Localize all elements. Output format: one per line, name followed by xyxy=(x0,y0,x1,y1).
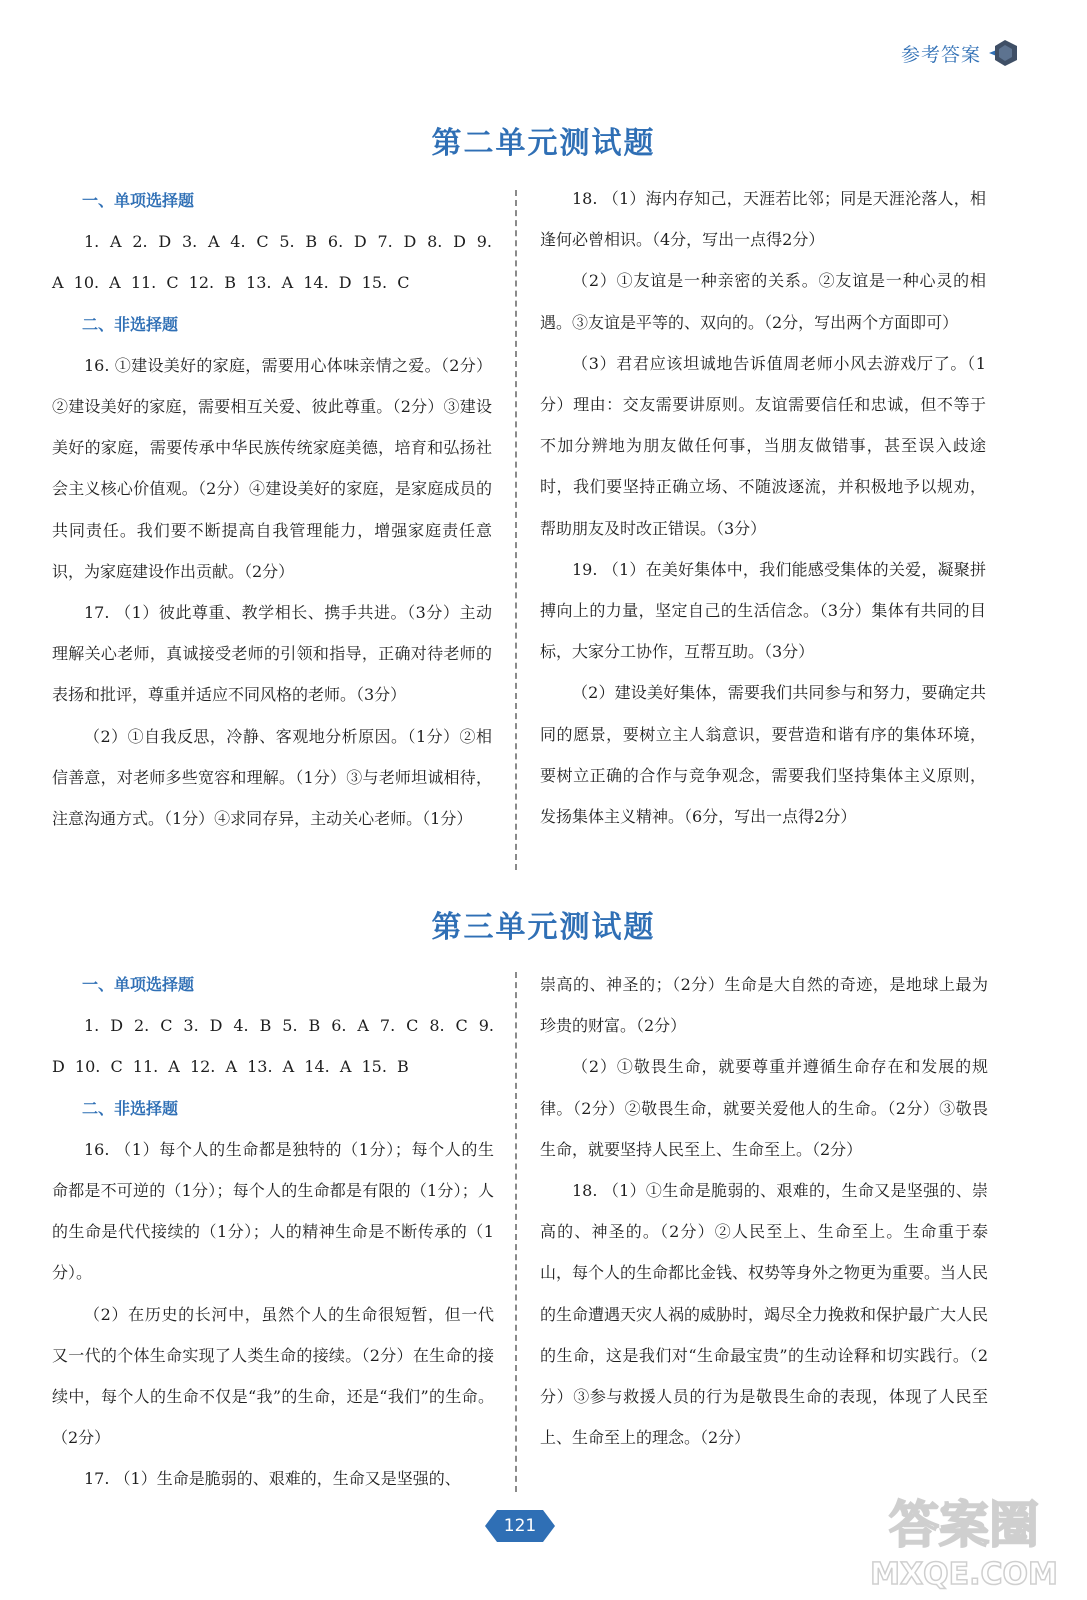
column-divider xyxy=(515,190,517,870)
answer-paragraph: 17. （1）彼此尊重、教学相长、携手共进。（3分）主动理解关心老师，真诚接受老师的引领和指导，正确对待老师的表扬和批评，尊重并适应不同风格的老师。（3分） xyxy=(52,603,492,705)
answer-paragraph: 16. ①建设美好的家庭，需要用心体味亲情之爱。（2分）②建设美好的家庭，需要相互关爱、彼此尊重。（2分）③建设美好的家庭，需要传承中华民族传统家庭美德，培育和弘扬社会主义核心价值观。（2分）④建设美好的家庭，是家庭成员的共同责任。我们要不断提高自我管理能力，增强家庭责任意识，为家庭建设作出贡献。（2分） xyxy=(52,355,492,581)
section-heading: 一、单项选择题 xyxy=(82,191,195,210)
column-divider xyxy=(515,972,517,1492)
section-heading: 一、单项选择题 xyxy=(82,975,195,994)
answer-paragraph: 17. （1）生命是脆弱的、艰难的，生命又是坚强的、 xyxy=(84,1469,461,1489)
page-number: 121 xyxy=(503,1516,537,1536)
watermark-line2: MXQE.COM xyxy=(870,1557,1058,1592)
unit2-left-column xyxy=(52,180,492,839)
answer-paragraph: （3）君君应该坦诚地告诉值周老师小风去游戏厅了。（1分）理由：交友需要讲原则。友谊需要信任和忠诚，但不等于不加分辨地为朋友做任何事，当朋友做错事，甚至误入歧途时，我们要坚持正确立场、不随波逐流，并积极地予以规劝，帮助朋友及时改正错误。（3分） xyxy=(540,353,986,538)
section-heading: 二、非选择题 xyxy=(82,314,179,334)
unit3-left-column xyxy=(52,964,494,1500)
hexagon-badge-icon xyxy=(987,38,1023,68)
section-heading: 二、非选择题 xyxy=(82,1098,179,1118)
answer-paragraph: （2）建设美好集体，需要我们共同参与和努力，要确定共同的愿景，要树立主人翁意识，要营造和谐有序的集体环境，要树立正确的合作与竞争观念，需要我们坚持集体主义原则，发扬集体主义精神。（6分，写出一点得2分） xyxy=(540,683,986,827)
choice-answers: 1. A 2. D 3. A 4. C 5. B 6. D 7. D 8. D 9. A 10. A 11. C 12. B 13. A 14. D 15. C xyxy=(52,232,492,293)
answer-paragraph: （2）①友谊是一种亲密的关系。②友谊是一种心灵的相遇。③友谊是平等的、双向的。（2分，写出两个方面即可） xyxy=(540,271,986,332)
answer-paragraph: 18. （1）海内存知己，天涯若比邻；同是天涯沦落人，相逢何必曾相识。（4分，写出一点得2分） xyxy=(540,189,986,250)
unit3-title: 第三单元测试题 xyxy=(431,910,656,945)
header-tag xyxy=(901,38,1023,68)
watermark-line1: 答案圈 xyxy=(889,1496,1039,1554)
unit2-right-column xyxy=(540,178,986,837)
answer-paragraph: （2）①敬畏生命，就要尊重并遵循生命存在和发展的规律。（2分）②敬畏生命，就要关爱他人的生命。（2分）③敬畏生命，就要坚持人民至上、生命至上。（2分） xyxy=(540,1057,988,1159)
unit3-right-column xyxy=(540,964,988,1458)
header-tag-label: 参考答案 xyxy=(900,43,981,66)
answer-paragraph: 崇高的、神圣的；（2分）生命是大自然的奇迹，是地球上最为珍贵的财富。（2分） xyxy=(540,975,988,1036)
answer-paragraph: （2）在历史的长河中，虽然个人的生命很短暂，但一代又一代的个体生命实现了人类生命的接续。（2分）在生命的接续中，每个人的生命不仅是“我”的生命，还是“我们”的生命。（2分） xyxy=(52,1304,494,1448)
choice-answers: 1. D 2. C 3. D 4. B 5. B 6. A 7. C 8. C 9. D 10. C 11. A 12. A 13. A 14. A 15. B xyxy=(52,1016,494,1077)
watermark-logo xyxy=(859,1484,1069,1594)
unit2-title: 第二单元测试题 xyxy=(431,126,656,161)
answer-paragraph: 18. （1）①生命是脆弱的、艰难的，生命又是坚强的、崇高的、神圣的。（2分）②人民至上、生命至上。生命重于泰山，每个人的生命都比金钱、权势等身外之物更为重要。当人民的生命遭遇天灾人祸的威胁时，竭尽全力挽救和保护最广大人民的生命，这是我们对“生命最宝贵”的生动诠释和切实践行。（2分）③参与救援人员的行为是敬畏生命的表现，体现了人民至上、生命至上的理念。（2分） xyxy=(540,1181,989,1448)
answer-paragraph: （2）①自我反思，冷静、客观地分析原因。（1分）②相信善意，对老师多些宽容和理解。（1分）③与老师坦诚相待，注意沟通方式。（1分）④求同存异，主动关心老师。（1分） xyxy=(52,726,492,829)
answer-paragraph: 16. （1）每个人的生命都是独特的（1分）；每个人的生命都是不可逆的（1分）；每个人的生命都是有限的（1分）；人的生命是代代接续的（1分）；人的精神生命是不断传承的（1分）。 xyxy=(52,1139,494,1283)
answer-paragraph: 19. （1）在美好集体中，我们能感受集体的关爱，凝聚拼搏向上的力量，坚定自己的生活信念。（3分）集体有共同的目标，大家分工协作，互帮互助。（3分） xyxy=(540,559,986,662)
page-number-badge xyxy=(485,1510,555,1542)
